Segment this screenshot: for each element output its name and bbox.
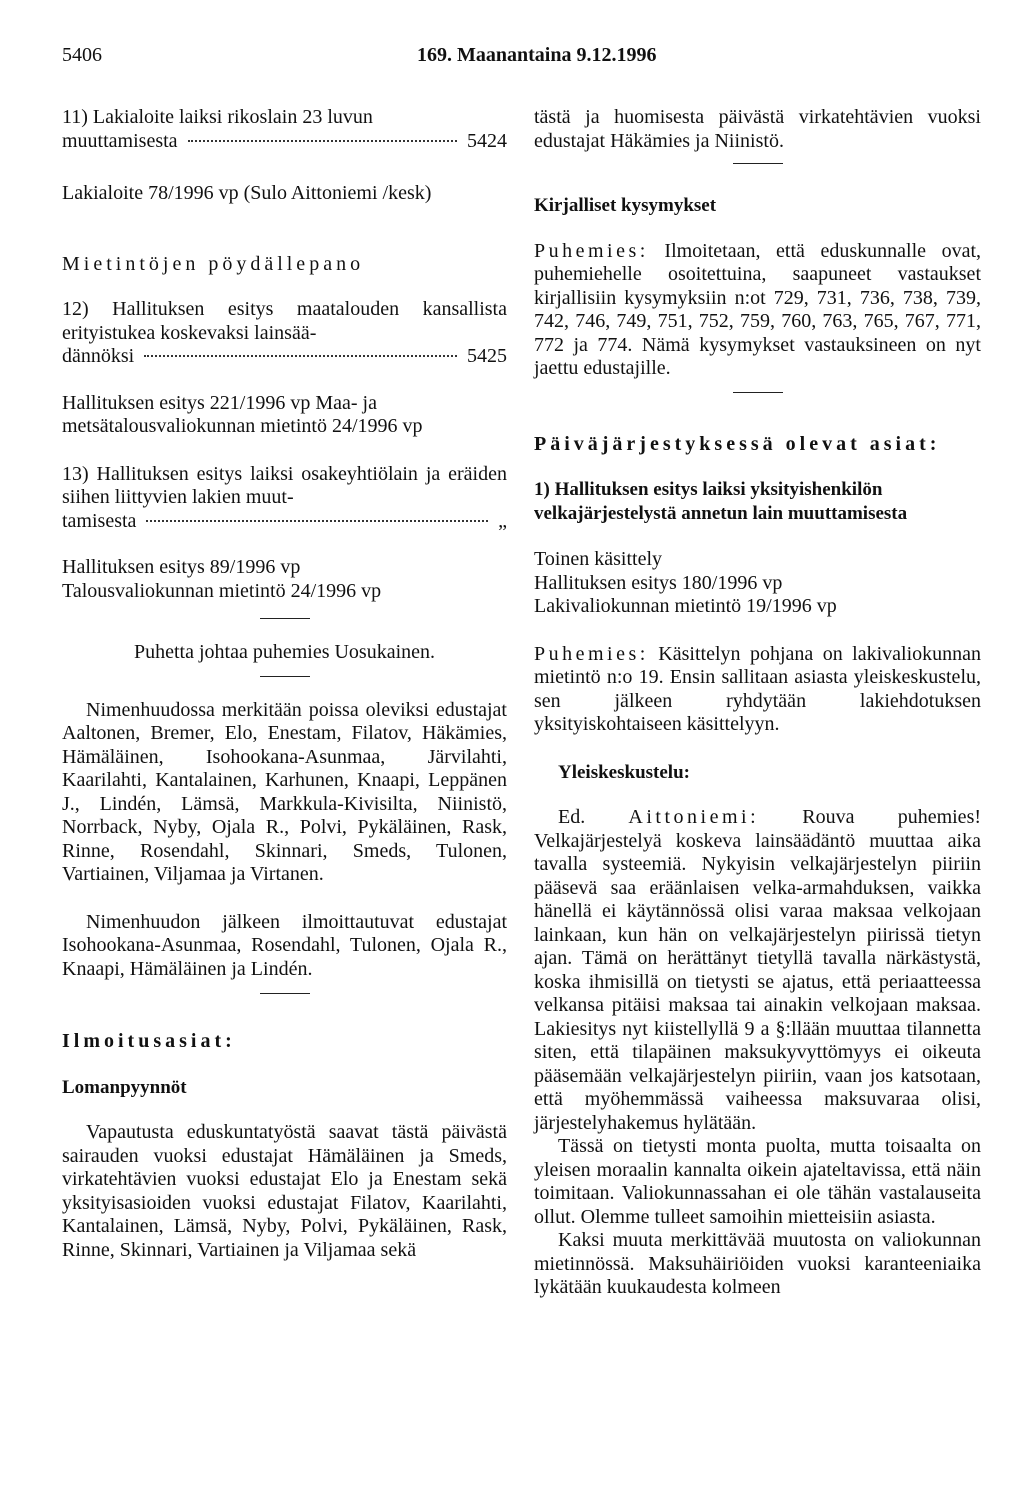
speaker-name: Puhemies: [534, 642, 649, 665]
agenda-item-12-last-word: dännöksi [62, 345, 135, 367]
agenda-item-11 [62, 106, 507, 153]
agenda-item-1-committee-report: Lakivaliokunnan mietintö 19/1996 vp [534, 595, 837, 617]
section-heading-paivajarjestys: Päiväjärjestyksessä olevat asiat: [534, 432, 941, 455]
speaker-name: Aittoniemi: [628, 806, 760, 828]
leave-requests-text: Vapautusta eduskuntatyöstä saavat tästä päivästä sairauden vuoksi edustajat Hämäläinen ja Smeds, virkatehtävien vuoksi edustajat Elo ja Enestam sekä yksityisasioiden vuoksi edustajat Filatov, Kaarilahti, Kantalainen, Lämsä, Nyby, Polvi, Pykäläinen, Rask, Rinne, Skinnari, Vartiainen ja Viljamaa sekä [62, 1121, 507, 1261]
agenda-item-1-government-proposal: Hallituksen esitys 180/1996 vp [534, 571, 783, 594]
speaker-name: Puhemies: [534, 239, 649, 262]
running-title: 169. Maanantaina 9.12.1996 [417, 44, 657, 66]
agenda-item-13-leader-line [62, 510, 507, 534]
divider [260, 676, 310, 677]
agenda-item-13-text: 13) Hallituksen esitys laiksi osakeyhtiölain ja eräiden siihen liittyvien lakien muut- [62, 462, 507, 508]
right-column [534, 106, 981, 1300]
agenda-item-13 [62, 463, 507, 534]
agenda-item-11-leader-line [62, 130, 507, 154]
speech-aittoniemi-p1 [534, 806, 981, 1135]
page-number: 5406 [62, 44, 102, 66]
divider [260, 618, 310, 619]
section-heading-lomanpyynnot: Lomanpyynnöt [62, 1076, 187, 1098]
dot-leader [146, 520, 488, 522]
speech-prefix: Ed. [558, 806, 629, 828]
agenda-item-11-reference: Lakialoite 78/1996 vp (Sulo Aittoniemi /kesk) [62, 182, 432, 204]
agenda-item-11-text: 11) Lakialoite laiksi rikoslain 23 luvun [62, 106, 373, 128]
agenda-item-13-reference: Hallituksen esitys 89/1996 vp Talousvaliokunnan mietintö 24/1996 vp [62, 556, 382, 602]
chair-procedure-text: Käsittelyn pohjana on lakivaliokunnan mietintö n:o 19. Ensin sallitaan asiasta yleiskeskustelu, sen jälkeen ryhdytään lakiehdotuksen yksityiskohtaiseen käsittelyyn. [534, 642, 981, 735]
written-questions-text: Ilmoitetaan, että eduskunnalle ovat, puhemiehelle osoitettuina, saapuneet vastaukset kirjallisiin kysymyksiin n:ot 729, 731, 736, 738, 739, 742, 746, 749, 751, 752, 759, 760, 763, 765, 767, 771, 772 ja 774. Nämä kysymykset vastauksineen on nyt jaettu edustajille. [534, 239, 981, 379]
agenda-item-12-reference: Hallituksen esitys 221/1996 vp Maa- ja metsätalousvaliokunnan mietintö 24/1996 vp [62, 391, 423, 437]
agenda-item-11-page: 5424 [467, 129, 507, 152]
divider [733, 392, 783, 393]
agenda-item-12-text: 12) Hallituksen esitys maatalouden kansallista erityistukea koskevaksi lainsää- [62, 298, 507, 344]
agenda-item-1-title: 1) Hallituksen esitys laiksi yksityishenkilön velkajärjestelystä annetun lain muuttamisesta [534, 479, 908, 524]
dot-leader [188, 140, 457, 142]
section-heading-mietintojen: Mietintöjen pöydällepano [62, 252, 365, 275]
rollcall-absent: Nimenhuudossa merkitään poissa oleviksi edustajat Aaltonen, Bremer, Elo, Enestam, Filatov, Häkämies, Hämäläinen, Isohookana-Asunmaa, Järvilahti, Kaarilahti, Kantalainen, Karhunen, Knaapi, Leppänen J., Lindén, Lämsä, Markkula-Kivisilta, Niinistö, Norrback, Nyby, Ojala R., Polvi, Pykäläinen, Rask, Rinne, Rosendahl, Skinnari, Smeds, Tulonen, Vartiainen, Viljamaa ja Virtanen. [62, 698, 507, 885]
agenda-item-12 [62, 298, 507, 369]
left-column [62, 106, 507, 1262]
chair-statement: Puhetta johtaa puhemies Uosukainen. [133, 641, 436, 663]
speech-aittoniemi-p3: Kaksi muuta merkittävää muutosta on valiokunnan mietinnössä. Maksuhäiriöiden vuoksi karanteeniaika lykätään kuukaudesta kolmeen [534, 1229, 981, 1298]
agenda-item-12-leader-line [62, 345, 507, 369]
chair-procedure-paragraph [534, 643, 981, 737]
speech-aittoniemi-p1-text: Rouva puhemies! Velkajärjestelyä koskeva lainsäädäntö muuttaa aika tavalla systeemiä. Nykyisin velkajärjestelyn piiriin pääsevä saa eräänlaisen velka-armahduksen, vaikka hänellä ei käytännössä olisi varaa maksaa velkojaan lainkaan, kun hän on velkajärjestelyn piirissä tietyn ajan. Tämä on herättänyt tietyllä tavalla närkästystä, koska ihmisillä on tietysti se ajatus, että periaatteessa velkansa pitäisi maksaa tai ainakin velkojaan maksaa. Lakiesitys nyt kiistellyllä 9 a §:llään muuttaa tilannetta siten, että tilapäinen maksukyvyttömyys ei oikeuta pääsemään velkajärjestelyn piiriin, vaan jos katsotaan, että myöhemmässä vaiheessa maksuvaraa olisi, järjestelyhakemus hylätään. [534, 806, 982, 1134]
agenda-item-12-page: 5425 [467, 345, 507, 367]
dot-leader [144, 355, 457, 357]
agenda-item-1-reading: Toinen käsittely [534, 548, 663, 570]
speech-aittoniemi-p2: Tässä on tietysti monta puolta, mutta toisaalta on yleisen moraalin kannalta oikein ajateltavissa, että näin toimitaan. Valiokunnassahan ei ole tähän vastalauseita ollut. Olemme tulleet samoihin mietteisiin asiasta. [534, 1135, 981, 1228]
section-heading-ilmoitusasiat: Ilmoitusasiat: [62, 1030, 236, 1052]
divider [260, 993, 310, 994]
section-heading-yleiskeskustelu: Yleiskeskustelu: [558, 761, 690, 783]
agenda-item-13-last-word: tamisesta [62, 509, 137, 532]
agenda-item-13-page: „ [498, 509, 507, 532]
written-questions-paragraph [534, 240, 981, 381]
page-header [62, 44, 982, 74]
rollcall-late: Nimenhuudon jälkeen ilmoittautuvat edustajat Isohookana-Asunmaa, Rosendahl, Tulonen, Ojala R., Knaapi, Hämäläinen ja Lindén. [62, 910, 507, 980]
divider [733, 163, 783, 164]
section-heading-kirjalliset: Kirjalliset kysymykset [534, 195, 717, 216]
leave-requests-continuation: tästä ja huomisesta päivästä virkatehtävien vuoksi edustajat Häkämies ja Niinistö. [534, 106, 981, 152]
agenda-item-11-last-word: muuttamisesta [62, 129, 178, 152]
